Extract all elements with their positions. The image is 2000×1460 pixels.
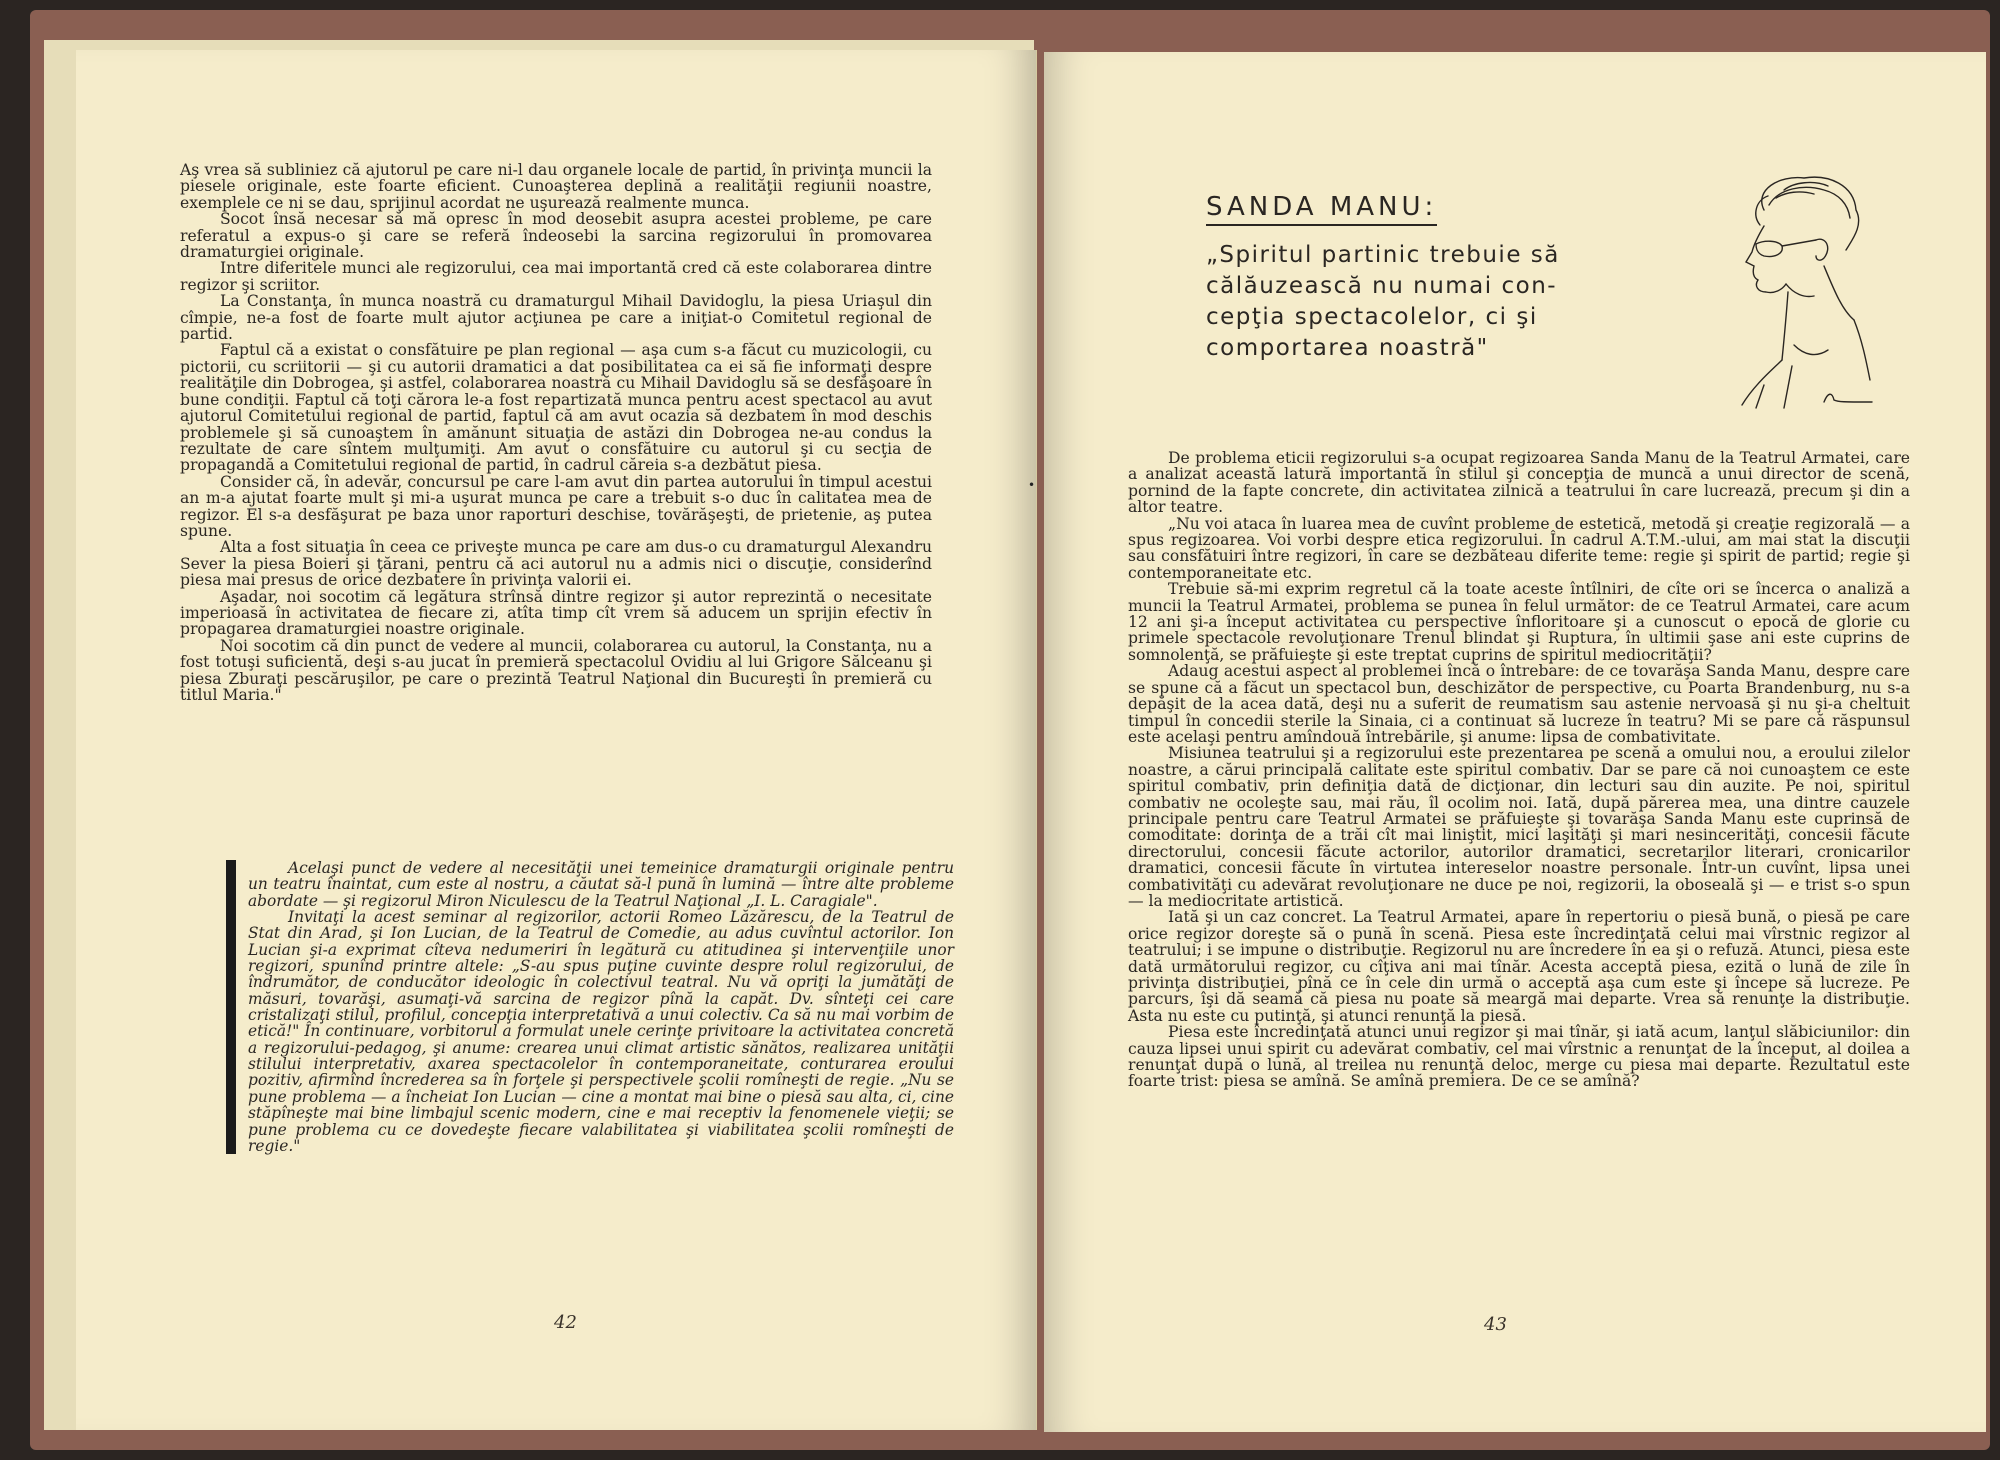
paragraph: De problema eticii regizorului s-a ocupat regizoarea Sanda Manu de la Teatrul Armatei, care a analizat această latură importantă în stilul şi concepţia de muncă a unui director de scenă, pornind de la fapte concrete, din activitatea zilnică a teatrului în care lucrează, precum şi din a altor teatre. <box>1128 449 1910 517</box>
paragraph: Consider că, în adevăr, concursul pe care l-am avut din partea autorului în timpul acestui an m-a ajutat foarte mult şi mi-a uşurat munca pe care a trebuit s-o duc în calitatea mea de regizor. El s-a desfăşurat pe baza unor raporturi deschise, tovărăşeşti, de prietenie, aş putea spune. <box>180 472 932 540</box>
paragraph: Misiunea teatrului şi a regizorului este prezentarea pe scenă a omului nou, a eroului zilelor noastre, a cărui principală calitate este spiritul combativ. Dar se pare că noi cunoaştem ce este spiritul combativ, prin definiţia dată de dicţionar, din lecturi sau din auzite. Pe noi, spiritul combativ ne ocoleşte sau, mai rău, îl ocolim noi. Iată, după părerea mea, una dintre cauzele principale pentru care Teatrul Armatei se prăfuieşte şi tovarăşa Sanda Manu este cuprinsă de comoditate: dorinţa de a trăi cît mai liniştit, mici laşităţi şi mari nesincerităţi, concesii făcute directorului, concesii făcute actorilor, autorilor dramatici, secretarilor literari, cronicarilor dramatici, concesii făcute în virtutea intereselor noastre personale. Într-un cuvînt, lipsa unei combativităţi cu adevărat revoluţionare ne duce pe noi, regizorii, la oboseală şi — e trist s-o spun — la mediocritate artistică. <box>1128 744 1910 910</box>
paragraph: Faptul că a existat o consfătuire pe plan regional — aşa cum s-a făcut cu muzicologii, cu pictorii, cu scriitorii — şi cu autorii dramatici a dat posibilitatea ca ei să fie informaţi despre realităţile din Dobrogea, şi astfel, colaborarea noastră cu Mihail Davidoglu să se desfăşoare în bune condiţii. Faptul că toţi cărora le-a fost repartizată munca pentru acest spectacol au avut ajutorul Comitetului regional de partid, faptul că am avut ocazia să dezbatem în mod deschis problemele şi să cunoaştem în amănunt situaţia de astăzi din Dobrogea ne-au condus la rezultate de care sîntem mulţumiţi. Am avut o consfătuire cu autorul şi cu secţia de propagandă a Comitetului regional de partid, în cadrul căreia s-a dezbătut piesa. <box>180 341 932 475</box>
paragraph: Aşadar, noi socotim că legătura strînsă dintre regizor şi autor reprezintă o necesitate imperioasă în activitatea de fiecare zi, atîta timp cît vrem să aducem un sprijin efectiv în propagarea dramaturgiei noastre originale. <box>180 587 932 639</box>
gutter-mark: • <box>1028 478 1036 492</box>
paragraph: Piesa este încredinţată atunci unui regizor şi mai tînăr, şi iată acum, lanţul slăbiciunilor: din cauza lipsei unui spirit cu adevărat combativ, cel mai vîrstnic a renunţat de la început, al doilea a renunţat după o lună, al treilea nu renunţă deloc, merge cu piesa mai departe. Rezultatul este foarte trist: piesa se amînă. Se amînă premiera. De ce se amînă? <box>1128 1023 1910 1091</box>
subtitle-line: comportarea noastră" <box>1206 335 1489 361</box>
note-paragraph: Invitaţi la acest seminar al regizorilor, actorii Romeo Lăzărescu, de la Teatrul de Stat din Arad, şi Ion Lucian, de la Teatrul de Comedie, au adus cuvîntul actorilor. Ion Lucian şi-a exprimat cîteva nedumeriri în legătură cu atitudinea şi intervenţiile unor regizori, spunînd printre altele: „S-au spus puţine cuvinte despre rolul regizorului, de îndrumător, de conducător ideologic în colectivul teatral. Nu vă opriţi la jumătăţi de măsuri, tovarăşi, asumaţi-vă sarcina de regizor pînă la capăt. Dv. sînteţi cei care cristalizaţi stilul, profilul, concepţia interpretativă a unui colectiv. Ca să nu mai vorbim de etică!" În continuare, vorbitorul a formulat unele cerinţe privitoare la activitatea concretă a regizorului-pedagog, şi anume: crearea unui climat artistic sănătos, realizarea unităţii stilului interpretativ, axarea spectacolelor în contemporaneitate, conturarea eroului pozitiv, afirmînd încrederea sa în forţele şi perspectivele şcolii romîneşti de regie. „Nu se pune problema — a încheiat Ion Lucian — cine a montat mai bine o piesă sau alta, ci, cine stăpîneşte mai bine limbajul scenic modern, cine e mai receptiv la fenomenele vieţii; se pune problema cu ce dovedeşte fiecare valabilitatea şi viabilitatea şcolii romîneşti de regie." <box>248 908 954 1155</box>
page-number: 43 <box>1484 1314 1507 1335</box>
right-page <box>1044 52 1986 1432</box>
paragraph: „Nu voi ataca în luarea mea de cuvînt probleme de estetică, metodă şi creaţie regizorală — a spus regizoarea. Voi vorbi despre etica regizorului. În cadrul A.T.M.-ului, am mai stat la discuţii sau consfătuiri între regizori, în care se dezbăteau diferite teme: regie şi spirit de partid; regie şi contemporaneitate etc. <box>1128 514 1910 582</box>
paragraph: Iată şi un caz concret. La Teatrul Armatei, apare în repertoriu o piesă bună, o piesă pe care orice regizor doreşte să o pună în scenă. Piesa este încredinţată celui mai vîrstnic regizor al teatrului; i se impune o distribuţie. Regizorul nu are încredere în ea şi o refuză. Atunci, piesa este dată următorului regizor, cu cîţiva ani mai tînăr. Acesta acceptă piesa, ezită o lună de zile în privinţa distribuţiei, pînă ce în cele din urmă o acceptă aşa cum este şi începe să lucreze. Pe parcurs, îşi dă seamă că piesa nu poate să meargă mai departe. Vrea să renunţe la distribuţie. Asta nu este cu putinţă, şi atunci renunţă la piesă. <box>1128 908 1910 1025</box>
left-page <box>76 50 1037 1430</box>
article-subtitle <box>1206 240 1576 364</box>
left-page-body <box>180 162 932 703</box>
page-number: 42 <box>554 1312 577 1333</box>
subtitle-line: „Spiritul partinic trebuie să <box>1206 242 1560 268</box>
article-heading <box>1206 192 1576 364</box>
paragraph: Alta a fost situaţia în ceea ce priveşte munca pe care am dus-o cu dramaturgul Alexandru Sever la piesa Boieri şi ţărani, pentru că aci autorul nu a admis nici o discuţie, considerînd piesa mai presus de orice dezbatere în privinţa valorii ei. <box>180 538 932 590</box>
paragraph: Trebuie să-mi exprim regretul că la toate aceste întîlniri, de cîte ori se încerca o analiză a muncii la Teatrul Armatei, problema se punea în felul următor: de ce Teatrul Armatei, care acum 12 ani şi-a început activitatea cu perspective înfloritoare şi a cunoscut o epocă de glorie cu primele spectacole revoluţionare Trenul blindat şi Ruptura, în ultimii şase ani este cuprins de somnolenţă, se prăfuieşte şi este treptat cuprins de spiritul mediocrităţii? <box>1128 580 1910 664</box>
subtitle-line: călăuzească nu numai con- <box>1206 273 1558 299</box>
paragraph: La Constanţa, în munca noastră cu dramaturgul Mihail Davidoglu, la piesa Uriaşul din cîmpie, ne-a fost de foarte mult ajutor acţiunea pe care a iniţiat-o Comitetul regional de partid. <box>180 292 932 344</box>
speaker-name: SANDA MANU: <box>1206 192 1437 226</box>
portrait-sketch <box>1724 170 1874 410</box>
editorial-note <box>226 860 954 1154</box>
note-paragraph: Acelaşi punct de vedere al necesităţii unei temeinice dramaturgii originale pentru un teatru înaintat, cum este al nostru, a căutat să-l pună în lumină — între alte probleme abordate — şi regizorul Miron Niculescu de la Teatrul Naţional „I. L. Caragiale". <box>248 859 954 910</box>
subtitle-line: cepţia spectacolelor, ci şi <box>1206 304 1538 330</box>
paragraph: Aş vrea să subliniez că ajutorul pe care ni-l dau organele locale de partid, în privinţa muncii la piesele originale, este foarte eficient. Cunoaşterea deplină a realităţii regiunii noastre, exemplele ce ni se dau, sprijinul acordat ne uşurează realmente munca. <box>180 161 932 212</box>
paragraph: Adaug acestui aspect al problemei încă o întrebare: de ce tovarăşa Sanda Manu, despre care se spune că a făcut un spectacol bun, deschizător de perspective, cu Poarta Brandenburg, nu s-a depăşit de la acea dată, deşi nu a suferit de reumatism sau astenie nervoasă şi nu şi-a cheltuit timpul în concedii sterile la Sinaia, ci a continuat să lucreze în teatru? Mi se pare că răspunsul este acelaşi pentru amîndouă întrebările, şi anume: lipsa de combativitate. <box>1128 662 1910 746</box>
paragraph: Intre diferitele munci ale regizorului, cea mai importantă cred că este colaborarea dintre regizor şi scriitor. <box>180 259 932 294</box>
paragraph: Noi socotim că din punct de vedere al muncii, colaborarea cu autorul, la Constanţa, nu a fost totuşi suficientă, deşi s-au jucat în premieră spectacolul Ovidiu al lui Grigore Sălceanu şi piesa Zburaţi pescăruşilor, pe care o prezintă Teatrul Naţional din Bucureşti în premieră cu titlul Maria." <box>180 636 932 704</box>
right-page-body <box>1128 450 1910 1090</box>
paragraph: Socot însă necesar să mă opresc în mod deosebit asupra acestei probleme, pe care referatul a expus-o şi care se referă îndeosebi la sarcina regizorului în promovarea dramaturgiei originale. <box>180 210 932 262</box>
